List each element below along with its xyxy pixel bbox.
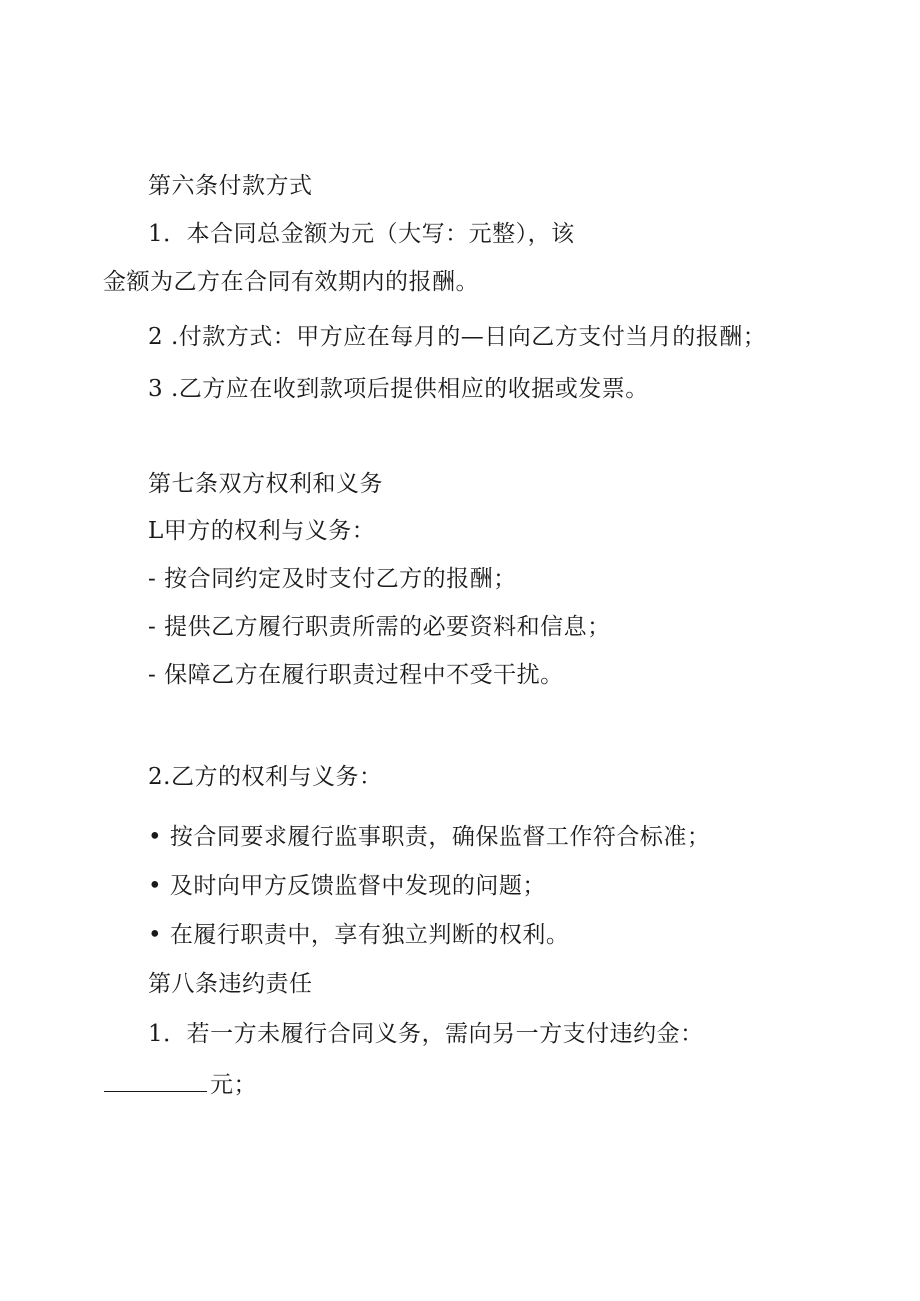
party-a-item: - 按合同约定及时支付乙方的报酬； [148,566,517,592]
party-b-title: 2.乙方的权利与义务： [148,764,383,790]
party-a-item: - 提供乙方履行职责所需的必要资料和信息； [148,614,611,640]
article-6-clause-1-line-1: 1．本合同总金额为元（大写：元整），该 [148,221,575,247]
currency-unit: 元； [210,1072,257,1098]
article-7-heading: 第七条双方权利和义务 [148,471,383,497]
party-b-item: • 及时向甲方反馈监督中发现的问题； [148,873,546,899]
article-8-heading: 第八条违约责任 [148,971,313,997]
article-6-clause-2: 2 .付款方式：甲方应在每月的—日向乙方支付当月的报酬； [148,324,767,350]
amount-blank-field[interactable] [104,1069,207,1092]
article-8-clause-1-line-2 [104,1069,257,1100]
party-a-item: - 保障乙方在履行职责过程中不受干扰。 [148,662,564,688]
party-b-item: • 按合同要求履行监事职责，确保监督工作符合标准； [148,824,711,850]
article-8-clause-1-line-1: 1．若一方未履行合同义务，需向另一方支付违约金： [148,1021,704,1047]
article-6-heading: 第六条付款方式 [148,173,313,199]
article-6-clause-3: 3 .乙方应在收到款项后提供相应的收据或发票。 [148,376,649,402]
article-6-clause-1-line-2: 金额为乙方在合同有效期内的报酬。 [103,269,479,295]
party-b-item: • 在履行职责中，享有独立判断的权利。 [148,922,570,948]
party-a-title: L甲方的权利与义务： [148,518,376,544]
